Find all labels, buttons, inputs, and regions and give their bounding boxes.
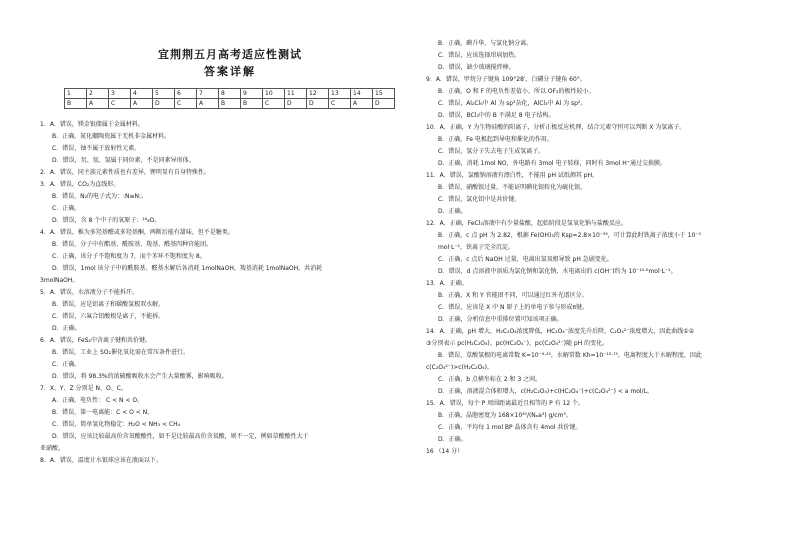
answer-number-cell: 3 — [109, 89, 131, 99]
text-line: 5．A．错误，水溶液分子不能拆开。 — [40, 289, 138, 296]
answer-letter-cell: C — [109, 99, 131, 109]
text-line: D．正确。 — [438, 208, 467, 215]
answer-number-cell: 15 — [373, 89, 395, 99]
text-line: B．错误，草酸氢根的电离常数 K=10⁻⁴·²⁵，水解常数 Kh=10⁻¹²·⁷⁵，电离程度大于水解程度，因此 — [438, 352, 702, 359]
answer-letter-cell: B — [219, 99, 241, 109]
text-line: ③分别表示 pc(H₂C₂O₄)、pc(HC₂O₄⁻)、pc(C₂O₄²⁻)随 pH 的变化。 — [426, 340, 609, 347]
text-line: B．正确，O 和 F 的电负性差值小，所以 OF₂的极性较小。 — [438, 88, 595, 95]
text-line: D．正确，分析信息中重排位置可知该项正确。 — [438, 316, 563, 323]
answer-letter-cell: A — [87, 99, 109, 109]
text-line: C．错误，六氟合铝酸根是离子，不能拆。 — [52, 313, 165, 320]
text-line: B．错误，分子中有酯基、酰胺基、羧基、醛基四种官能团。 — [52, 241, 213, 248]
answer-number-cell: 6 — [175, 89, 197, 99]
text-line: 16 （14 分） — [426, 448, 464, 455]
text-line: 7．X、Y、Z 分别是 N、O、C。 — [40, 385, 127, 392]
text-line: 亚硝酸。 — [40, 445, 65, 452]
text-line: C．错误，应该选择坩埚加热。 — [438, 52, 521, 59]
answer-table — [64, 88, 395, 109]
text-line: 13．A．正确。 — [426, 280, 468, 287]
text-line: D．错误，缺少玻璃搅拌棒。 — [438, 64, 515, 71]
text-line: 1．A．错误，镁金银储属于金属材料。 — [40, 121, 144, 128]
text-line: C．正确。 — [52, 361, 81, 368]
answer-table-numbers-row — [65, 89, 395, 99]
text-line: D．错误，含 8 个中子的氧原子：¹⁶₈O。 — [52, 217, 161, 224]
text-line: 11．A．错误，氯酸钠溶液有漂白性，不能用 pH 试纸测其 pH。 — [426, 172, 599, 179]
answer-number-cell: 5 — [153, 89, 175, 99]
text-line: D．错误，应该比较最高价含氧酸酸性，如不是比较最高价含氧酸，则不一定，例如草酸酸性大于 — [52, 433, 309, 440]
text-line: B．错误，工业上 SO₂催化氧化需在常压条件进行。 — [52, 349, 189, 356]
text-line: B．正确，氮化硼陶瓷属于无机非金属材料。 — [52, 133, 171, 140]
answer-number-cell: 1 — [65, 89, 87, 99]
text-line: C．错误，Al₂Cl₆中 Al 为 sp³杂化，AlCl₃中 Al 为 sp²。 — [438, 100, 587, 107]
answer-number-cell: 11 — [285, 89, 307, 99]
text-line: B．正确，碘升华，与氯化钠分离。 — [438, 40, 533, 47]
text-line: C．错误，铀不属于放射性元素。 — [52, 145, 141, 152]
answer-number-cell: 14 — [351, 89, 373, 99]
text-line: 2．A．错误，同主族元素性质也有差异，锂明显有自身特殊性。 — [40, 169, 210, 176]
answer-letter-cell: C — [263, 99, 285, 109]
text-line: B．错误，第一电离能：C < O < N。 — [52, 409, 154, 416]
answer-number-cell: 13 — [329, 89, 351, 99]
answer-letter-cell: A — [131, 99, 153, 109]
text-line: D．正确，溶液混合体积增大，c(H₂C₂O₄)+c(HC₂O₄⁻)+c(C₂O₄²⁻) < a mol/L。 — [438, 388, 653, 395]
answer-number-cell: 7 — [197, 89, 219, 99]
text-line: D．正确，消耗 1mol NO，外电路有 3mol 电子转移，同时有 3mol H⁺通过交换膜。 — [438, 160, 666, 167]
text-line: A．正确，电负性： C < N < O。 — [52, 397, 144, 404]
text-line: C．正确，c 点后 NaOH 过量，电离出氢氧根导致 pH 急剧变化。 — [438, 256, 613, 263]
text-line: 4．A．错误，椎为多羟基醛或多羟基酮，两断后能有甜味，但不是糖类。 — [40, 229, 234, 236]
text-line: 6．A．错误，FeS₂中含离子键和共价键。 — [40, 337, 151, 344]
text-line: C．正确，b 点横坐标在 2 和 3 之间。 — [438, 376, 542, 383]
answer-letter-cell: B — [65, 99, 87, 109]
text-line: mol·L⁻¹，铁离子完全沉淀。 — [438, 244, 515, 251]
answer-letter-cell: D — [153, 99, 175, 109]
answer-number-cell: 8 — [219, 89, 241, 99]
text-line: 8．A．错误，温度计水银球应该在液面以下。 — [40, 457, 162, 464]
text-line: C．错误，氯化铝中是共价键。 — [438, 196, 521, 203]
answer-letter-cell: D — [373, 99, 395, 109]
text-line: 3molNaOH。 — [40, 277, 79, 284]
text-line: c(C₂O₄²⁻)>c(H₂C₂O₄)。 — [426, 364, 493, 371]
text-line: B．错误，应是铝离子和碳酸氢根双水解。 — [52, 301, 165, 308]
text-line: B．错误，N₂的电子式为：:N≡N:。 — [52, 193, 148, 200]
text-line: C．错误，简单氢化物稳定：H₂O < NH₃ < CH₄ — [52, 421, 181, 428]
right-column — [426, 38, 771, 458]
text-line: D．错误，1mol 该分子中的酰胺基、醛基水解后各消耗 1molNaOH，羧基消耗 1molNaOH，共消耗 — [52, 265, 323, 272]
answer-letter-cell: A — [197, 99, 219, 109]
answer-letter-cell: C — [175, 99, 197, 109]
page-subtitle: 答案详解 — [204, 65, 256, 78]
text-line: C．错误，氢分子失去电子生成氢离子。 — [438, 148, 545, 155]
text-line: C．错误，应该是 X 中 N 原子上的单电子参与形成π键。 — [438, 304, 589, 311]
text-line: D．正确。 — [438, 436, 467, 443]
text-line: 3．A．错误，CO₂为直线形。 — [40, 181, 120, 188]
answer-letter-cell: A — [351, 99, 373, 109]
text-line: B．正确，c 点 pH 为 2.82，根据 Fe(OH)₃的 Ksp=2.8×10⁻³⁹，可计算此时铁离子浓度小于 10⁻⁵ — [438, 232, 701, 239]
answer-number-cell: 10 — [263, 89, 285, 99]
text-line: 9．A．错误，甲烷分子键角 109°28′，白磷分子键角 60°。 — [426, 76, 586, 83]
text-line: D．错误，d 点溶液中溶质为氯化钠和氯化钠，水电离出的 c(OH⁻)约为 10⁻¹⁰·⁶mol·L⁻¹。 — [438, 268, 677, 275]
answer-letter-cell: C — [329, 99, 351, 109]
answer-number-cell: 2 — [87, 89, 109, 99]
answer-number-cell: 12 — [307, 89, 329, 99]
text-line: B．错误，硝酸银过量，不能证明碘化银转化为硫化银。 — [438, 184, 587, 191]
text-line: B．正确，晶胞密度为 168×10³⁰/(Nₐa³) g/cm³。 — [438, 412, 572, 419]
text-line: D．正确。 — [52, 325, 81, 332]
answer-letter-cell: D — [285, 99, 307, 109]
text-line: 14．A．正确，pH 增大，H₂C₂O₄浓度降低，HC₂O₄⁻浓度先升后降，C₂O₄²⁻浓度增大，因此曲线①② — [426, 328, 695, 335]
text-line: B．正确，X 和 Y 官能团不同，可以通过红外光谱区分。 — [438, 292, 588, 299]
text-line: B．正确，Fe 电极起到导电和催化的作用。 — [438, 136, 553, 143]
text-line: 12．A．正确，FeCl₃溶液中有少量盐酸，起始阶段是氢氧化钠与盐酸反应。 — [426, 220, 627, 227]
text-line: 15．A．错误，每个 P 周围距离最近且相等的 P 有 12 个。 — [426, 400, 585, 407]
answer-letter-cell: D — [307, 99, 329, 109]
text-line: D．错误，BCl₃中的 B 不满足 8 电子结构。 — [438, 112, 555, 119]
text-line: C．正确，该分子不饱和度为 7，而个苯环不饱和度为 8。 — [52, 253, 206, 260]
answer-number-cell: 9 — [241, 89, 263, 99]
answer-table-answers-row — [65, 99, 395, 109]
answer-letter-cell: B — [241, 99, 263, 109]
text-line: C．正确。 — [52, 205, 81, 212]
text-line: 10．A．正确，Y 为生物硅酸的阳离子，分析正极反应机理，结合元素守恒可以判断 X 为氢离子。 — [426, 124, 686, 131]
page-title: 宜荆荆五月高考适应性测试 — [158, 48, 302, 61]
left-column — [40, 119, 410, 467]
text-line: D．错误，将 98.3%的浓硫酸吸收水会产生大量酸雾，影响吸收。 — [52, 373, 228, 380]
text-line: C．正确，平均每 1 mol BP 晶体含有 4mol 共价键。 — [438, 424, 582, 431]
answer-number-cell: 4 — [131, 89, 153, 99]
text-line: D．错误，氘、氚、氢属于同位素，不是同素异形体。 — [52, 157, 195, 164]
